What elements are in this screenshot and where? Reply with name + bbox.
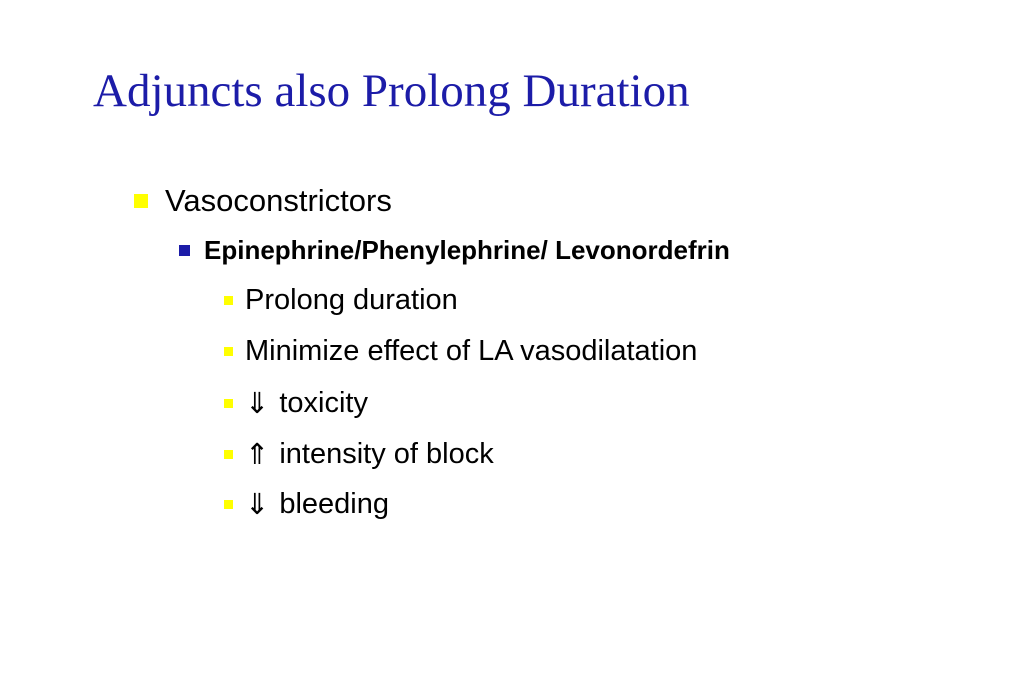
- yellow-square-bullet-icon: [224, 296, 233, 305]
- yellow-square-bullet-icon: [224, 347, 233, 356]
- yellow-square-bullet-icon: [224, 500, 233, 509]
- down-arrow-icon: ⇓: [245, 388, 270, 420]
- yellow-square-bullet-icon: [224, 450, 233, 459]
- bullet-level3-text: intensity of block: [279, 438, 494, 470]
- bullet-level2-text: Epinephrine/Phenylephrine/ Levonordefrin: [204, 235, 730, 265]
- bullet-level1: [134, 183, 392, 219]
- bullet-level3-item: [224, 335, 697, 368]
- down-arrow-icon: ⇓: [245, 489, 270, 521]
- slide-title: Adjuncts also Prolong Duration: [93, 65, 690, 117]
- bullet-level3-item: [224, 487, 389, 522]
- bullet-level3-text: Prolong duration: [245, 284, 458, 316]
- bullet-level3-item: [224, 437, 494, 472]
- bullet-level3-item: [224, 284, 458, 317]
- yellow-square-bullet-icon: [134, 194, 148, 208]
- bullet-level3-item: [224, 386, 368, 421]
- bullet-level3-text: Minimize effect of LA vasodilatation: [245, 335, 698, 367]
- bullet-level2: [179, 235, 730, 266]
- blue-square-bullet-icon: [179, 245, 190, 256]
- bullet-level3-text: bleeding: [279, 488, 389, 520]
- up-arrow-icon: ⇑: [245, 439, 270, 471]
- bullet-level3-text: toxicity: [279, 387, 368, 419]
- bullet-level1-text: Vasoconstrictors: [165, 183, 392, 218]
- yellow-square-bullet-icon: [224, 399, 233, 408]
